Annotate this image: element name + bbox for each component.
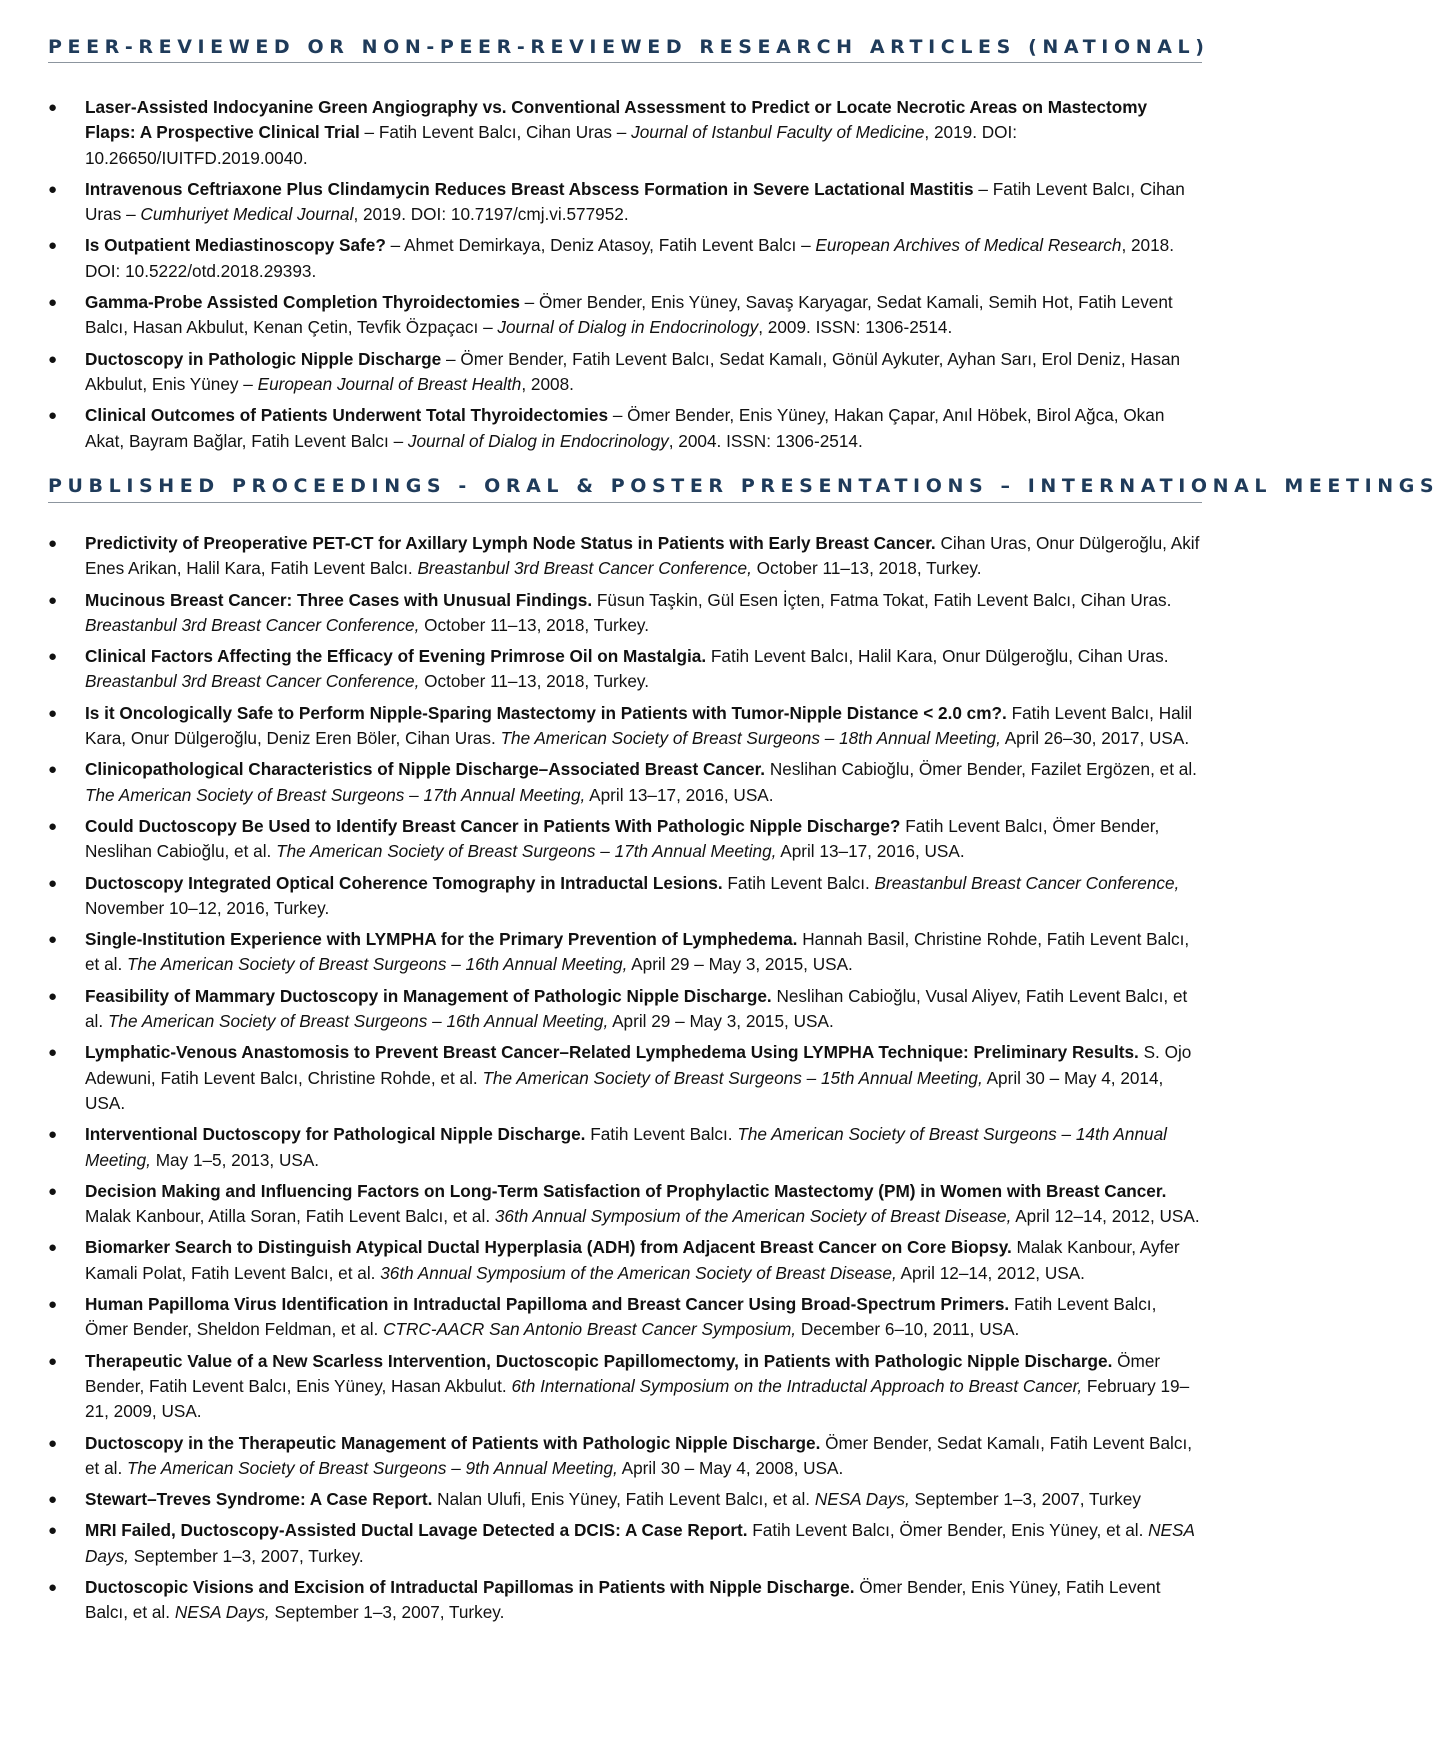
publication-item (0, 927, 1240, 978)
publication-authors: Füsun Taşkin, Gül Esen İçten, Fatma Tokat, Fatih Levent Balcı, Cihan Uras. (592, 589, 1172, 610)
publication-title: Biomarker Search to Distinguish Atypical Ductal Hyperplasia (ADH) from Adjacent Breast Cancer on Core Biopsy. (85, 1237, 1012, 1258)
publication-item (0, 588, 1240, 639)
publication-title: Mucinous Breast Cancer: Three Cases with Unusual Findings. (85, 589, 593, 610)
publication-authors: Ömer Bender, Sedat Kamalı, Fatih Levent Balcı, et al. (85, 1432, 1192, 1478)
publication-authors: Cihan Uras, Onur Dülgeroğlu, Akif Enes Arikan, Halil Kara, Fatih Levent Balcı. (85, 533, 1200, 579)
publication-details: , 2019. DOI: 10.26650/IUITFD.2019.0040. (85, 122, 1018, 168)
bullet-icon: ● (48, 761, 58, 779)
bullet-icon: ● (48, 294, 58, 312)
bullet-icon: ● (48, 1434, 58, 1452)
publication-item (0, 1431, 1240, 1482)
bullet-icon: ● (48, 1578, 58, 1596)
publication-venue: The American Society of Breast Surgeons – 17th Annual Meeting, (85, 784, 586, 805)
publication-details: April 13–17, 2016, USA. (776, 841, 965, 862)
publication-authors: Fatih Levent Balcı. (722, 872, 875, 893)
publication-venue: The American Society of Breast Surgeons – 9th Annual Meeting, (127, 1457, 618, 1478)
national-articles-list (0, 95, 1240, 454)
bullet-icon: ● (48, 704, 58, 722)
publication-details: April 29 – May 3, 2015, USA. (608, 1011, 834, 1032)
publication-title: Interventional Ductoscopy for Pathological Nipple Discharge. (85, 1124, 586, 1145)
publication-item (0, 403, 1240, 454)
publication-item (0, 757, 1240, 808)
publication-venue: Journal of Istanbul Faculty of Medicine (631, 122, 925, 143)
publication-item (0, 95, 1240, 171)
publication-details: , 2008. (521, 373, 574, 394)
publication-venue: Journal of Dialog in Endocrinology (407, 430, 669, 451)
publication-item (0, 177, 1240, 228)
publication-venue: Journal of Dialog in Endocrinology (497, 317, 759, 338)
publication-item (0, 1292, 1240, 1343)
publication-venue: Breastanbul 3rd Breast Cancer Conference, (417, 558, 752, 579)
publication-title: Ductoscopic Visions and Excision of Intraductal Papillomas in Patients with Nipple Discharge. (85, 1576, 855, 1597)
publication-title: Gamma-Probe Assisted Completion Thyroidectomies (85, 292, 520, 313)
publication-authors: Fatih Levent Balcı, Halil Kara, Onur Dülgeroğlu, Cihan Uras. (706, 646, 1169, 667)
publication-venue: 6th International Symposium on the Intraductal Approach to Breast Cancer, (511, 1375, 1083, 1396)
publication-details: September 1–3, 2007, Turkey. (128, 1545, 364, 1566)
publication-venue: European Journal of Breast Health (257, 373, 522, 394)
publication-item (0, 1518, 1240, 1569)
publication-details: October 11–13, 2018, Turkey. (751, 558, 982, 579)
publication-venue: NESA Days, (814, 1489, 910, 1510)
publication-details: September 1–3, 2007, Turkey (909, 1489, 1141, 1510)
publication-venue: NESA Days, (85, 1520, 1195, 1566)
bullet-icon: ● (48, 987, 58, 1005)
publication-details: April 26–30, 2017, USA. (1000, 728, 1190, 749)
publication-authors: – Ömer Bender, Enis Yüney, Hakan Çapar, Anıl Höbek, Birol Ağca, Okan Akat, Bayram Bağlar, Fatih Levent Balcı – (85, 405, 1165, 451)
publication-title: Is Outpatient Mediastinoscopy Safe? (85, 235, 386, 256)
publication-title: Clinicopathological Characteristics of Nipple Discharge–Associated Breast Cancer. (85, 759, 766, 780)
bullet-icon: ● (48, 591, 58, 609)
bullet-icon: ● (48, 99, 58, 116)
publication-item (0, 984, 1240, 1035)
publication-authors: Neslihan Cabioğlu, Ömer Bender, Fazilet Ergözen, et al. (765, 759, 1197, 780)
publication-title: Predictivity of Preoperative PET-CT for Axillary Lymph Node Status in Patients with Early Breast Cancer. (85, 533, 936, 553)
section-heading-international-proceedings: PUBLISHED PROCEEDINGS - ORAL & POSTER PRESENTATIONS – INTERNATIONAL MEETINGS (48, 475, 1439, 497)
bullet-icon: ● (48, 407, 58, 425)
publication-venue: Cumhuriyet Medical Journal (140, 204, 354, 225)
bullet-icon: ● (48, 350, 58, 368)
publication-authors: – Fatih Levent Balcı, Cihan Uras – (85, 178, 1185, 225)
international-proceedings-list (0, 531, 1240, 1626)
publication-item (0, 701, 1240, 752)
publication-title: Is it Oncologically Safe to Perform Nipple-Sparing Mastectomy in Patients with Tumor-Nipple Distance < 2.0 cm?. (85, 702, 1007, 723)
bullet-icon: ● (48, 1239, 58, 1257)
publication-item (0, 1040, 1240, 1116)
publication-item (0, 1179, 1240, 1230)
bullet-icon: ● (48, 237, 58, 255)
publication-item (0, 290, 1240, 341)
publication-title: Ductoscopy in the Therapeutic Management of Patients with Pathologic Nipple Discharge. (85, 1432, 821, 1453)
publication-authors: Fatih Levent Balcı, Ömer Bender, Sheldon Feldman, et al. (85, 1294, 1157, 1340)
publication-title: Lymphatic-Venous Anastomosis to Prevent Breast Cancer–Related Lymphedema Using LYMPHA Technique: Preliminary Results. (85, 1042, 1139, 1063)
publication-venue: Breastanbul 3rd Breast Cancer Conference, (85, 671, 420, 692)
publication-venue: NESA Days, (174, 1602, 270, 1623)
bullet-icon: ● (48, 648, 58, 666)
publication-details: October 11–13, 2018, Turkey. (419, 614, 650, 635)
publication-venue: 36th Annual Symposium of the American Society of Breast Disease, (494, 1206, 1012, 1227)
publication-title: Clinical Factors Affecting the Efficacy of Evening Primrose Oil on Mastalgia. (85, 646, 707, 667)
publication-venue: 36th Annual Symposium of the American Society of Breast Disease, (380, 1262, 897, 1283)
publication-item (0, 1487, 1240, 1512)
publication-authors: Nalan Ulufi, Enis Yüney, Fatih Levent Balcı, et al. (432, 1489, 815, 1510)
bullet-icon: ● (48, 874, 58, 892)
publication-authors: Malak Kanbour, Atilla Soran, Fatih Levent Balcı, et al. (85, 1206, 495, 1227)
publication-venue: CTRC-AACR San Antonio Breast Cancer Symposium, (383, 1319, 797, 1340)
publication-item (0, 644, 1240, 695)
publication-details: September 1–3, 2007, Turkey. (269, 1602, 505, 1623)
publication-details: April 13–17, 2016, USA. (585, 784, 774, 805)
publication-authors: Neslihan Cabioğlu, Vusal Aliyev, Fatih Levent Balcı, et al. (85, 985, 1188, 1032)
publication-details: April 30 – May 4, 2014, USA. (85, 1067, 1164, 1113)
section-divider (48, 62, 1202, 63)
publication-authors: – Ömer Bender, Enis Yüney, Savaş Karyagar, Sedat Kamali, Semih Hot, Fatih Levent Balcı, Hasan Akbulut, Kenan Çetin, Tevfik Özpaçacı – (85, 292, 1173, 338)
publication-title: Clinical Outcomes of Patients Underwent Total Thyroidectomies (85, 405, 609, 426)
publication-authors: Fatih Levent Balcı. (585, 1124, 738, 1145)
publication-authors: Ömer Bender, Fatih Levent Balcı, Enis Yüney, Hasan Akbulut. (85, 1350, 1161, 1396)
publication-authors: – Ömer Bender, Fatih Levent Balcı, Sedat Kamalı, Gönül Aykuter, Ayhan Sarı, Erol Deniz, Hasan Akbulut, Enis Yüney – (85, 348, 1181, 394)
section-divider (48, 502, 1202, 503)
publication-title: Laser-Assisted Indocyanine Green Angiography vs. Conventional Assessment to Predict or Locate Necrotic Areas on Mastectomy Flaps: A Prospective Clinical Trial (85, 97, 1148, 143)
bullet-icon: ● (48, 1296, 58, 1314)
publication-title: Ductoscopy Integrated Optical Coherence Tomography in Intraductal Lesions. (85, 872, 723, 893)
bullet-icon: ● (48, 180, 58, 198)
publication-item (0, 233, 1240, 284)
publication-details: December 6–10, 2011, USA. (796, 1319, 1020, 1340)
publication-title: MRI Failed, Ductoscopy-Assisted Ductal Lavage Detected a DCIS: A Case Report. (85, 1520, 748, 1541)
section-heading-national-articles: PEER-REVIEWED OR NON-PEER-REVIEWED RESEARCH ARTICLES (NATIONAL) (48, 36, 1210, 58)
bullet-icon: ● (48, 931, 58, 949)
publication-item (0, 531, 1240, 582)
publication-venue: Breastanbul Breast Cancer Conference, (874, 872, 1180, 893)
publication-details: April 30 – May 4, 2008, USA. (617, 1457, 844, 1478)
publication-venue: The American Society of Breast Surgeons – 14th Annual Meeting, (85, 1124, 1167, 1170)
bullet-icon: ● (48, 1352, 58, 1370)
publication-authors: Ömer Bender, Enis Yüney, Fatih Levent Balcı, et al. (85, 1576, 1161, 1623)
publication-item (0, 871, 1240, 922)
publication-details: , 2004. ISSN: 1306-2514. (668, 430, 863, 451)
bullet-icon: ● (48, 1182, 58, 1200)
bullet-icon: ● (48, 1126, 58, 1144)
publication-item (0, 1235, 1240, 1286)
publication-title: Single-Institution Experience with LYMPHA for the Primary Prevention of Lymphedema. (85, 929, 798, 950)
publication-title: Therapeutic Value of a New Scarless Intervention, Ductoscopic Papillomectomy, in Patients with Pathologic Nipple Discharge. (85, 1350, 1113, 1371)
publication-title: Could Ductoscopy Be Used to Identify Breast Cancer in Patients With Pathologic Nipple Discharge? (85, 815, 901, 836)
bullet-icon: ● (48, 1491, 58, 1509)
publication-authors: – Fatih Levent Balcı, Cihan Uras – (359, 122, 632, 143)
publication-details: May 1–5, 2013, USA. (150, 1149, 320, 1170)
bullet-icon: ● (48, 817, 58, 835)
publication-title: Ductoscopy in Pathologic Nipple Discharge (85, 348, 442, 369)
publication-title: Feasibility of Mammary Ductoscopy in Management of Pathologic Nipple Discharge. (85, 985, 772, 1006)
publication-authors: Fatih Levent Balcı, Halil Kara, Onur Dülgeroğlu, Deniz Eren Böler, Cihan Uras. (85, 702, 1193, 749)
publication-authors: Malak Kanbour, Ayfer Kamali Polat, Fatih Levent Balcı, et al. (85, 1237, 1180, 1283)
bullet-icon: ● (48, 1522, 58, 1540)
bullet-icon: ● (48, 1044, 58, 1062)
publication-details: November 10–12, 2016, Turkey. (85, 897, 330, 918)
publication-authors: Fatih Levent Balcı, Ömer Bender, Neslihan Cabioğlu, et al. (85, 815, 1160, 862)
publication-venue: The American Society of Breast Surgeons – 17th Annual Meeting, (276, 841, 777, 862)
publication-venue: Breastanbul 3rd Breast Cancer Conference, (85, 614, 420, 635)
publication-details: April 29 – May 3, 2015, USA. (627, 954, 853, 975)
publication-title: Decision Making and Influencing Factors on Long-Term Satisfaction of Prophylactic Mastectomy (PM) in Women with Breast Cancer. (85, 1180, 1167, 1201)
publication-title: Intravenous Ceftriaxone Plus Clindamycin Reduces Breast Abscess Formation in Severe Lactational Mastitis (85, 178, 974, 199)
publication-venue: The American Society of Breast Surgeons – 18th Annual Meeting, (500, 728, 1001, 749)
publication-title: Stewart–Treves Syndrome: A Case Report. (85, 1489, 433, 1510)
publication-venue: The American Society of Breast Surgeons – 16th Annual Meeting, (107, 1011, 609, 1032)
publication-authors: Fatih Levent Balcı, Ömer Bender, Enis Yüney, et al. (747, 1520, 1149, 1541)
publication-venue: The American Society of Breast Surgeons – 15th Annual Meeting, (482, 1067, 983, 1088)
publication-item (0, 1122, 1240, 1173)
publication-details: April 12–14, 2012, USA. (1011, 1206, 1200, 1227)
publication-authors: – Ahmet Demirkaya, Deniz Atasoy, Fatih Levent Balcı – (385, 235, 816, 256)
publication-authors: Hannah Basil, Christine Rohde, Fatih Levent Balcı, et al. (85, 929, 1190, 975)
bullet-icon: ● (48, 535, 58, 552)
publication-details: April 12–14, 2012, USA. (896, 1262, 1085, 1283)
publication-details: , 2009. ISSN: 1306-2514. (758, 317, 953, 338)
publication-item (0, 1349, 1240, 1425)
publication-authors: S. Ojo Adewuni, Fatih Levent Balcı, Christine Rohde, et al. (85, 1042, 1192, 1088)
publication-venue: European Archives of Medical Research (815, 235, 1122, 256)
publication-item (0, 814, 1240, 865)
publication-details: , 2019. DOI: 10.7197/cmj.vi.577952. (353, 204, 629, 225)
publication-title: Human Papilloma Virus Identification in Intraductal Papilloma and Breast Cancer Using Broad-Spectrum Primers. (85, 1294, 1010, 1315)
publication-details: , 2018. DOI: 10.5222/otd.2018.29393. (85, 235, 1175, 281)
publication-details: February 19–21, 2009, USA. (85, 1375, 1190, 1422)
publication-details: October 11–13, 2018, Turkey. (419, 671, 650, 692)
publication-item (0, 347, 1240, 398)
publication-item (0, 1575, 1240, 1626)
publication-venue: The American Society of Breast Surgeons – 16th Annual Meeting, (127, 954, 628, 975)
